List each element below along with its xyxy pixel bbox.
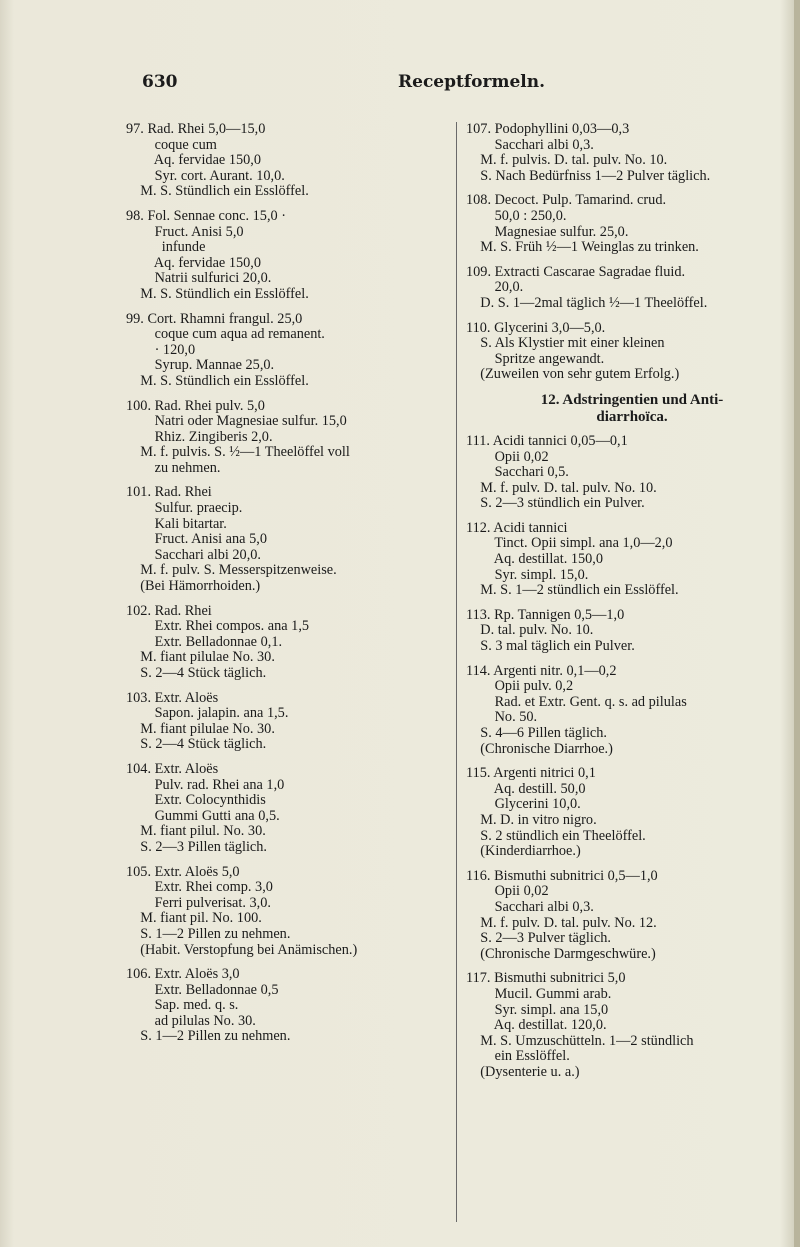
recipe-line: S. 1—2 Pillen zu nehmen. <box>126 1028 291 1045</box>
recipe-line: M. S. Stündlich ein Esslöffel. <box>126 183 309 200</box>
recipe-entry <box>466 321 798 383</box>
recipe-line: (Dysenterie u. a.) <box>466 1063 580 1080</box>
recipe-line: 101. Rad. Rhei <box>126 484 212 501</box>
recipe-line: (Bei Hämorrhoiden.) <box>126 578 261 595</box>
left-column <box>126 122 448 1054</box>
recipe-line: Fruct. Anisi ana 5,0 <box>126 531 267 548</box>
recipe-line: Extr. Belladonnae 0,1. <box>126 633 283 650</box>
recipe-line: 100. Rad. Rhei pulv. 5,0 <box>126 397 265 414</box>
recipe-line: 97. Rad. Rhei 5,0—15,0 <box>126 121 266 137</box>
recipe-entry <box>466 869 798 963</box>
recipe-line: (Zuweilen von sehr gutem Erfolg.) <box>466 366 680 383</box>
recipe-line: M. S. Umzuschütteln. 1—2 stündlich <box>466 1032 694 1049</box>
recipe-entry <box>126 762 448 856</box>
recipe-line: Aq. destill. 50,0 <box>466 780 586 797</box>
recipe-entry <box>466 122 798 184</box>
recipe-line: (Chronische Diarrhoe.) <box>466 740 613 757</box>
recipe-line: 107. Podophyllini 0,03—0,3 <box>466 121 630 137</box>
recipe-entry <box>126 399 448 477</box>
recipe-line: (Habit. Verstopfung bei Anämischen.) <box>126 941 358 958</box>
recipe-line: Rad. et Extr. Gent. q. s. ad pilulas <box>466 693 687 710</box>
recipe-line: S. 2 stündlich ein Theelöffel. <box>466 827 646 844</box>
recipe-line: S. 3 mal täglich ein Pulver. <box>466 638 635 655</box>
recipe-line: 50,0 : 250,0. <box>466 207 567 224</box>
recipe-line: Opii 0,02 <box>466 448 549 465</box>
recipe-line: Syr. simpl. 15,0. <box>466 566 589 583</box>
recipe-line: Spritze angewandt. <box>466 350 605 367</box>
recipe-line: M. S. 1—2 stündlich ein Esslöffel. <box>466 582 679 599</box>
recipe-line: No. 50. <box>466 709 538 726</box>
recipe-entry <box>466 434 798 512</box>
recipe-line: Fruct. Anisi 5,0 <box>126 223 244 240</box>
recipe-line: M. f. pulv. D. tal. pulv. No. 12. <box>466 914 657 931</box>
recipe-line: M. D. in vitro nigro. <box>466 811 597 828</box>
right-column-entries-after <box>466 434 798 1081</box>
recipe-line: 106. Extr. Aloës 3,0 <box>126 966 240 983</box>
section-heading-line: diarrhoïca. <box>596 408 668 425</box>
recipe-line: Extr. Colocynthidis <box>126 792 266 809</box>
recipe-line: S. 2—4 Stück täglich. <box>126 736 267 753</box>
recipe-line: Gummi Gutti ana 0,5. <box>126 807 280 824</box>
recipe-line: Kali bitartar. <box>126 515 227 532</box>
recipe-entry <box>466 265 798 312</box>
recipe-line: Pulv. rad. Rhei ana 1,0 <box>126 776 285 793</box>
recipe-line: Sacchari albi 0,3. <box>466 136 594 153</box>
recipe-line: D. S. 1—2mal täglich ½—1 Theelöffel. <box>466 294 708 311</box>
recipe-line: 103. Extr. Aloës <box>126 689 219 706</box>
recipe-line: Sacchari 0,5. <box>466 464 569 481</box>
recipe-line: Aq. fervidae 150,0 <box>126 254 261 271</box>
recipe-line: M. f. pulvis. S. ½—1 Theelöffel voll <box>126 444 350 461</box>
recipe-line: S. 2—3 Pillen täglich. <box>126 838 267 855</box>
recipe-line: Extr. Belladonnae 0,5 <box>126 981 279 998</box>
recipe-entry <box>466 193 798 255</box>
recipe-line: S. 2—3 Pulver täglich. <box>466 930 611 947</box>
recipe-line: Mucil. Gummi arab. <box>466 985 612 1002</box>
recipe-line: Sulfur. praecip. <box>126 500 243 517</box>
recipe-entry <box>126 604 448 682</box>
right-column <box>466 122 798 1089</box>
recipe-line: S. 1—2 Pillen zu nehmen. <box>126 925 291 942</box>
recipe-line: 99. Cort. Rhamni frangul. 25,0 <box>126 310 303 327</box>
recipe-line: 20,0. <box>466 279 524 296</box>
recipe-line: Sacchari albi 0,3. <box>466 898 594 915</box>
recipe-line: S. Als Klystier mit einer kleinen <box>466 335 665 352</box>
page-edge-shade <box>794 0 800 1247</box>
recipe-line: Aq. fervidae 150,0 <box>126 152 261 169</box>
recipe-line: Opii 0,02 <box>466 883 549 900</box>
recipe-line: Sap. med. q. s. <box>126 997 239 1014</box>
recipe-line: M. fiant pilulae No. 30. <box>126 649 275 666</box>
recipe-line: ad pilulas No. 30. <box>126 1012 256 1029</box>
recipe-line: M. fiant pil. No. 100. <box>126 910 262 927</box>
recipe-entry <box>126 967 448 1045</box>
recipe-line: Extr. Rhei compos. ana 1,5 <box>126 618 310 635</box>
recipe-line: M. S. Früh ½—1 Weinglas zu trinken. <box>466 239 699 256</box>
recipe-line: 114. Argenti nitr. 0,1—0,2 <box>466 662 617 679</box>
recipe-line: Natri oder Magnesiae sulfur. 15,0 <box>126 413 347 430</box>
recipe-line: 102. Rad. Rhei <box>126 602 212 619</box>
right-column-entries-before <box>466 122 798 383</box>
recipe-line: 105. Extr. Aloës 5,0 <box>126 863 240 880</box>
recipe-line: Aq. destillat. 150,0 <box>466 551 604 568</box>
recipe-line: (Chronische Darmgeschwüre.) <box>466 945 656 962</box>
recipe-line: coque cum <box>126 136 217 153</box>
page-number: 630 <box>142 72 178 92</box>
recipe-line: Aq. destillat. 120,0. <box>466 1017 607 1034</box>
recipe-line: Magnesiae sulfur. 25,0. <box>466 223 629 240</box>
recipe-line: Rhiz. Zingiberis 2,0. <box>126 428 273 445</box>
recipe-entry <box>466 521 798 599</box>
recipe-line: D. tal. pulv. No. 10. <box>466 622 594 639</box>
recipe-line: M. S. Stündlich ein Esslöffel. <box>126 285 309 302</box>
recipe-entry <box>466 664 798 758</box>
page-header <box>0 72 800 102</box>
recipe-entry <box>126 122 448 200</box>
recipe-line: M. f. pulv. D. tal. pulv. No. 10. <box>466 479 657 496</box>
recipe-line: Opii pulv. 0,2 <box>466 678 574 695</box>
recipe-entry <box>126 209 448 303</box>
running-head: Receptformeln. <box>398 72 545 92</box>
recipe-entry <box>126 865 448 959</box>
section-heading <box>466 392 798 426</box>
recipe-line: 110. Glycerini 3,0—5,0. <box>466 319 606 336</box>
recipe-line: ein Esslöffel. <box>466 1048 570 1065</box>
recipe-line: S. 2—4 Stück täglich. <box>126 665 267 681</box>
recipe-line: 117. Bismuthi subnitrici 5,0 <box>466 970 626 987</box>
recipe-line: coque cum aqua ad remanent. <box>126 326 325 343</box>
recipe-line: 98. Fol. Sennae conc. 15,0 · <box>126 207 287 224</box>
recipe-entry <box>466 971 798 1080</box>
recipe-line: M. fiant pilul. No. 30. <box>126 823 266 840</box>
recipe-line: 116. Bismuthi subnitrici 0,5—1,0 <box>466 867 658 884</box>
recipe-line: Sapon. jalapin. ana 1,5. <box>126 705 289 722</box>
recipe-entry <box>126 485 448 594</box>
recipe-line: 112. Acidi tannici <box>466 519 568 536</box>
recipe-line: Tinct. Opii simpl. ana 1,0—2,0 <box>466 535 673 552</box>
section-heading-line: 12. Adstringentien und Anti- <box>540 391 724 408</box>
recipe-line: infunde <box>126 239 206 256</box>
recipe-line: Extr. Rhei comp. 3,0 <box>126 879 273 896</box>
recipe-line: S. Nach Bedürfniss 1—2 Pulver täglich. <box>466 167 711 184</box>
recipe-line: M. fiant pilulae No. 30. <box>126 720 275 737</box>
recipe-line: Syr. cort. Aurant. 10,0. <box>126 167 285 184</box>
recipe-line: zu nehmen. <box>126 459 221 476</box>
recipe-line: M. S. Stündlich ein Esslöffel. <box>126 372 309 389</box>
recipe-line: · 120,0 <box>126 341 196 358</box>
recipe-line: M. f. pulvis. D. tal. pulv. No. 10. <box>466 152 668 169</box>
recipe-line: S. 2—3 stündlich ein Pulver. <box>466 495 645 512</box>
recipe-entry <box>466 608 798 655</box>
recipe-line: 109. Extracti Cascarae Sagradae fluid. <box>466 263 686 280</box>
recipe-line: 108. Decoct. Pulp. Tamarind. crud. <box>466 192 667 209</box>
recipe-line: 104. Extr. Aloës <box>126 760 219 777</box>
recipe-line: S. 4—6 Pillen täglich. <box>466 725 607 741</box>
recipe-entry <box>126 312 448 390</box>
recipe-line: Syr. simpl. ana 15,0 <box>466 1001 609 1018</box>
recipe-line: (Kinderdiarrhoe.) <box>466 843 581 860</box>
recipe-line: Sacchari albi 20,0. <box>126 546 261 563</box>
recipe-line: 115. Argenti nitrici 0,1 <box>466 765 596 782</box>
recipe-line: 113. Rp. Tannigen 0,5—1,0 <box>466 606 625 623</box>
recipe-line: Natrii sulfurici 20,0. <box>126 270 272 287</box>
recipe-line: 111. Acidi tannici 0,05—0,1 <box>466 432 628 449</box>
column-divider <box>456 122 457 1222</box>
recipe-line: Syrup. Mannae 25,0. <box>126 357 275 374</box>
recipe-line: Glycerini 10,0. <box>466 796 581 813</box>
recipe-entry <box>126 691 448 753</box>
recipe-line: M. f. pulv. S. Messerspitzenweise. <box>126 562 337 579</box>
recipe-entry <box>466 766 798 860</box>
recipe-line: Ferri pulverisat. 3,0. <box>126 894 271 911</box>
